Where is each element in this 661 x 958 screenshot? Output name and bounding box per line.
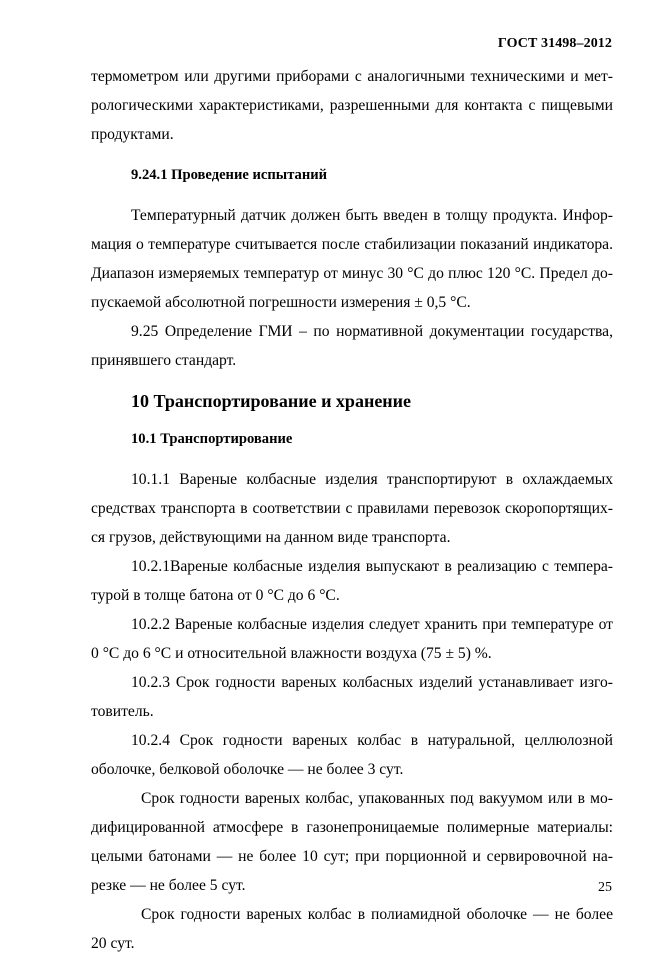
paragraph-9-25: 9.25 Определение ГМИ – по нормативной документации государства, принявшего стандарт.	[91, 323, 613, 369]
paragraph-10-2-2: 10.2.2 Вареные колбасные изделия следует хранить при температуре от 0 °С до 6 °С и относительной влажности воздуха (75 ± 5) %.	[91, 616, 613, 662]
paragraph-polyamide-shelf-life: Срок годности вареных колбас в полиамидной оболочке — не более 20 сут.	[91, 906, 613, 952]
paragraph-continuation: термометром или другими приборами с аналогичными техническими и мет-рологическими характеристиками, разрешенными для контакта с пищевыми продуктами.	[91, 68, 613, 143]
paragraph-vacuum-shelf-life: Срок годности вареных колбас, упакованных под вакуумом или в мо-дифицированной атмосфере в газонепроницаемые полимерные материалы: целыми батонами — не более 10 сут; при порционной и сервировочной на-резке — не более 5 сут.	[91, 790, 613, 894]
heading-10-1: 10.1 Транспортирование	[131, 431, 293, 447]
paragraph-9-24-1: Температурный датчик должен быть введен в толщу продукта. Инфор-мация о температуре считывается после стабилизации показаний индикатора. Диапазон измеряемых температур от минус 30 °С до плюс 120 °С. Предел до-пускаемой абсолютной погрешности измерения ± 0,5 °С.	[91, 207, 613, 311]
heading-9-24-1: 9.24.1 Проведение испытаний	[131, 167, 328, 183]
paragraph-10-2-3: 10.2.3 Срок годности вареных колбасных изделий устанавливает изго-товитель.	[91, 674, 613, 720]
paragraph-10-1-1: 10.1.1 Вареные колбасные изделия транспортируют в охлаждаемых средствах транспорта в соответствии с правилами перевозок скоропортящих-ся грузов, действующими на данном виде транспорта.	[91, 471, 613, 546]
section-heading-10: 10 Транспортирование и хранение	[131, 391, 412, 411]
page-number: 25	[598, 880, 612, 895]
paragraph-10-2-1: 10.2.1Вареные колбасные изделия выпускают в реализацию с темпера-турой в толще батона от 0 °С до 6 °С.	[91, 558, 613, 604]
document-code: ГОСТ 31498–2012	[497, 36, 612, 51]
page-content	[91, 62, 613, 958]
paragraph-10-2-4: 10.2.4 Срок годности вареных колбас в натуральной, целлюлозной оболочке, белковой оболочке — не более 3 сут.	[91, 732, 613, 778]
